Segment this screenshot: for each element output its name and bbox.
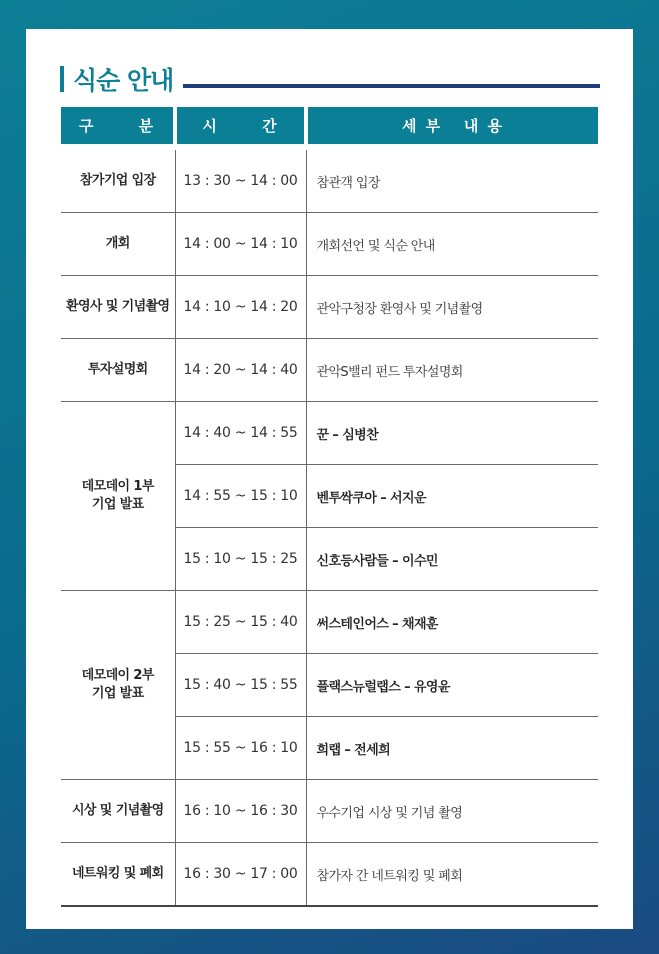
row-time: 14 : 10 ~ 14 : 20: [175, 276, 306, 339]
schedule-table: [61, 107, 598, 907]
row-time: 16 : 30 ~ 17 : 00: [175, 843, 306, 907]
row-category: 시상 및 기념촬영: [61, 780, 175, 843]
row-time: 14 : 40 ~ 14 : 55: [175, 402, 306, 465]
row-detail: 신호등사람들 – 이수민: [306, 528, 598, 591]
table-row: [61, 276, 598, 339]
row-detail: 희랩 – 전세희: [306, 717, 598, 780]
row-detail: 꾼 – 심병찬: [306, 402, 598, 465]
table-row: [61, 780, 598, 843]
category-line: 데모데이 2부: [81, 668, 154, 683]
row-category-demoday-2: [61, 591, 175, 780]
row-category: 투자설명회: [61, 339, 175, 402]
row-detail: 관악구청장 환영사 및 기념촬영: [306, 276, 598, 339]
category-line: 데모데이 1부: [81, 479, 154, 494]
row-category: 네트워킹 및 폐회: [61, 843, 175, 907]
program-card: [26, 29, 633, 929]
row-detail: 플랙스뉴럴랩스 – 유영윤: [306, 654, 598, 717]
row-detail: 참가자 간 네트워킹 및 폐회: [306, 843, 598, 907]
row-category: 환영사 및 기념촬영: [61, 276, 175, 339]
row-category: 개회: [61, 213, 175, 276]
table-row: [61, 213, 598, 276]
row-category: 참가기업 입장: [61, 150, 175, 213]
row-time: 14 : 55 ~ 15 : 10: [175, 465, 306, 528]
table-row: [61, 843, 598, 907]
category-line: 기업 발표: [91, 686, 144, 701]
row-detail: 우수기업 시상 및 기념 촬영: [306, 780, 598, 843]
header-time: 시 간: [175, 107, 306, 144]
category-line: 기업 발표: [91, 497, 144, 512]
table-row: [61, 402, 598, 465]
header-category: 구 분: [61, 107, 175, 144]
section-heading: [60, 63, 600, 95]
row-time: 13 : 30 ~ 14 : 00: [175, 150, 306, 213]
row-detail: 개회선언 및 식순 안내: [306, 213, 598, 276]
row-time: 15 : 40 ~ 15 : 55: [175, 654, 306, 717]
header-detail: 세 부 내 용: [306, 107, 598, 144]
row-category-demoday-1: [61, 402, 175, 591]
row-time: 15 : 10 ~ 15 : 25: [175, 528, 306, 591]
table-row: [61, 591, 598, 654]
table-row: [61, 339, 598, 402]
row-time: 15 : 55 ~ 16 : 10: [175, 717, 306, 780]
row-detail: 관악S밸리 펀드 투자설명회: [306, 339, 598, 402]
row-time: 14 : 00 ~ 14 : 10: [175, 213, 306, 276]
row-time: 15 : 25 ~ 15 : 40: [175, 591, 306, 654]
heading-underline: [183, 84, 600, 88]
heading-accent-bar: [60, 66, 64, 92]
row-time: 16 : 10 ~ 16 : 30: [175, 780, 306, 843]
section-title: 식순 안내: [73, 66, 174, 95]
row-time: 14 : 20 ~ 14 : 40: [175, 339, 306, 402]
row-detail: 벤투싹쿠아 – 서지운: [306, 465, 598, 528]
table-row: [61, 150, 598, 213]
row-detail: 참관객 입장: [306, 150, 598, 213]
row-detail: 써스테인어스 – 채재훈: [306, 591, 598, 654]
table-header-row: [61, 107, 598, 144]
